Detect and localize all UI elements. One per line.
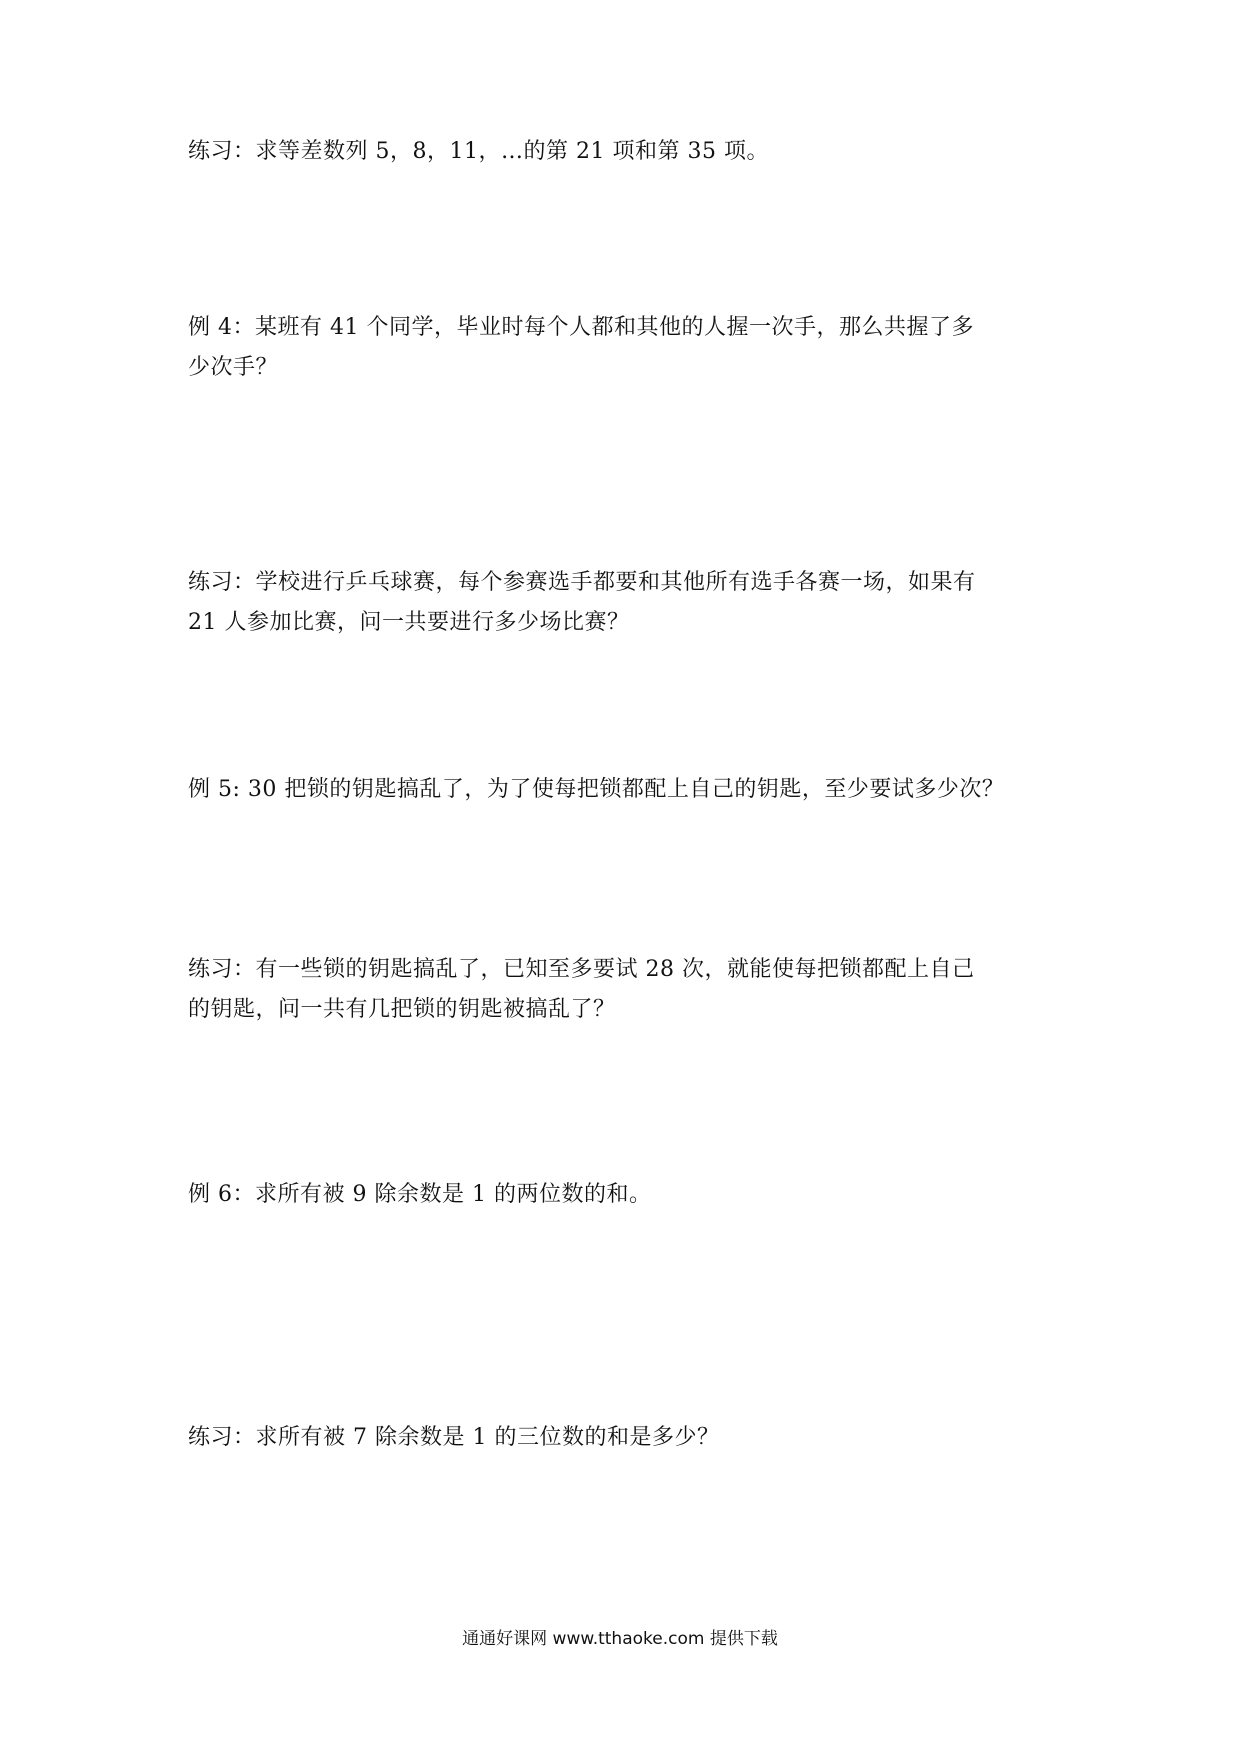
- text-line: 例 6：求所有被 9 除余数是 1 的两位数的和。: [188, 1182, 652, 1207]
- exercise-arithmetic-sequence: [188, 132, 1064, 172]
- page-footer: 通通好课网 www.tthaoke.com 提供下载: [462, 1629, 778, 1649]
- example-6-two-digit-sum: [188, 1175, 1064, 1215]
- text-line: 例 5: 30 把锁的钥匙搞乱了，为了使每把锁都配上自己的钥匙，至少要试多少次？: [188, 777, 1005, 802]
- exercise-three-digit-sum: [188, 1418, 1064, 1458]
- text-line: 21 人参加比赛，问一共要进行多少场比赛？: [188, 610, 630, 635]
- text-line: 少次手？: [188, 355, 279, 380]
- text-line: 练习：有一些锁的钥匙搞乱了，已知至多要试 28 次，就能使每把锁都配上自己: [188, 957, 975, 982]
- exercise-locks: [188, 950, 1064, 1030]
- text-line: 练习：求等差数列 5，8，11，…的第 21 项和第 35 项。: [188, 139, 769, 164]
- exercise-table-tennis: [188, 563, 1064, 643]
- text-line: 的钥匙，问一共有几把锁的钥匙被搞乱了？: [188, 997, 616, 1022]
- example-4-handshakes: [188, 308, 1064, 388]
- text-line: 例 4：某班有 41 个同学，毕业时每个人都和其他的人握一次手，那么共握了多: [188, 315, 974, 340]
- text-line: 练习：学校进行乒乓球赛，每个参赛选手都要和其他所有选手各赛一场，如果有: [188, 570, 976, 595]
- text-line: 练习：求所有被 7 除余数是 1 的三位数的和是多少？: [188, 1425, 720, 1450]
- example-5-locks: [188, 770, 1064, 810]
